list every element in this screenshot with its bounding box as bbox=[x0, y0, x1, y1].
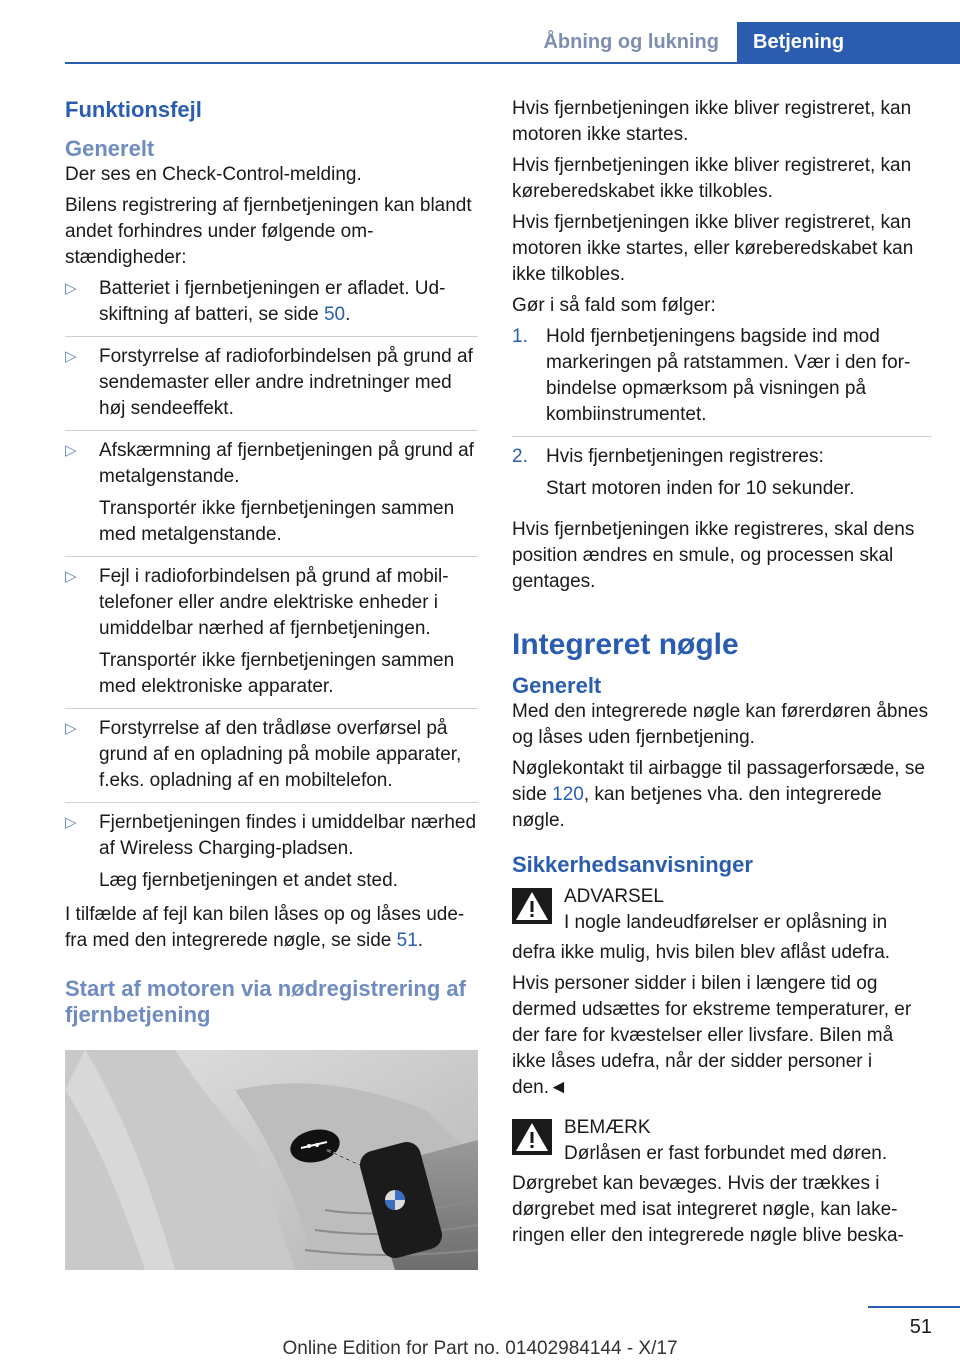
paragraph: Hvis personer sidder i bilen i længere tid og dermed udsættes for ekstreme temperaturer, er der fare for kvæstelser eller livsfare. Bilen må ikke låses udefra, når der sidder personer i den.◄ bbox=[512, 973, 912, 1098]
page-link[interactable]: 120 bbox=[552, 784, 584, 805]
list-item: 2. Hvis fjernbetjeningen registreres: Start motoren inden for 10 sekunder. bbox=[512, 446, 855, 499]
paragraph: Nøglekontakt til airbagge til passagerforsæde, se side 120, kan betjenes vha. den integrerede nøgle. bbox=[512, 758, 925, 831]
paragraph: Der ses en Check-Control-melding. bbox=[65, 164, 362, 185]
footer-rule bbox=[868, 1306, 960, 1308]
section-title-integrated-key: Integreret nøgle bbox=[512, 628, 739, 661]
triangle-bullet-icon: ▷ bbox=[65, 348, 77, 365]
notice-block bbox=[512, 1115, 932, 1167]
list-item: ▷ Fejl i radioforbindelsen på grund af mobiltelefoner eller andre elektriske enheder i umiddelbar nærhed af fjernbetjeningen. Transportér ikke fjernbetjeningen sammen med elektroniske apparater. bbox=[65, 564, 478, 709]
paragraph: Hvis fjernbetjeningen ikke bliver registreret, kan motoren ikke startes, eller køreberedskabet kan ikke tilkobles. bbox=[512, 212, 914, 285]
list-item: 1. Hold fjernbetjeningens bagside ind mod markeringen på ratstammen. Vær i den forbindelse opmærksom på visningen på kombiinstrumentet. bbox=[512, 324, 932, 437]
header-rule bbox=[65, 62, 960, 64]
subheading-general: Generelt bbox=[65, 136, 155, 161]
notice-title: BEMÆRK bbox=[564, 1117, 651, 1138]
steering-column-photo bbox=[65, 1050, 478, 1270]
page-number: 51 bbox=[909, 1316, 932, 1338]
paragraph: Bilens registrering af fjernbetjeningen kan blandt andet forhindres under følgende omstændigheder: bbox=[65, 195, 472, 268]
paragraph: Hvis fjernbetjeningen ikke bliver registreret, kan motoren ikke startes. bbox=[512, 98, 912, 145]
warning-block bbox=[512, 884, 932, 936]
warning-triangle-icon bbox=[512, 1119, 552, 1155]
header-chapter: Betjening bbox=[737, 22, 960, 62]
warning-text: defra ikke mulig, hvis bilen blev aflåst udefra. bbox=[512, 942, 891, 963]
list-item: ▷ Batteriet i fjernbetjeningen er afladet. Udskiftning af batteri, se side 50. bbox=[65, 276, 478, 337]
warning-triangle-icon bbox=[512, 888, 552, 924]
footer-edition: Online Edition for Part no. 01402984144 - X/17 bbox=[282, 1338, 678, 1359]
bullet-list bbox=[65, 276, 478, 902]
numbered-list bbox=[512, 324, 932, 510]
subheading-general: Generelt bbox=[512, 673, 602, 698]
paragraph: Gør i så fald som følger: bbox=[512, 295, 716, 316]
triangle-bullet-icon: ▷ bbox=[65, 568, 77, 585]
triangle-bullet-icon: ▷ bbox=[65, 720, 77, 737]
notice-text: Dørgrebet kan bevæges. Hvis der trækkes i dørgrebet med isat integreret nøgle, kan lakeringen eller den integrerede nøgle blive beska- bbox=[512, 1173, 904, 1246]
warning-text: I nogle landeudførelser er oplåsning in bbox=[564, 912, 888, 933]
notice-text: Dørlåsen er fast forbundet med døren. bbox=[564, 1143, 888, 1164]
list-item: ▷ Forstyrrelse af radioforbindelsen på grund af sendemaster eller andre indretninger med høj sendeeffekt. bbox=[65, 344, 478, 431]
warning-title: ADVARSEL bbox=[564, 886, 664, 907]
paragraph: Med den integrerede nøgle kan førerdøren åbnes og låses uden fjernbetjening. bbox=[512, 701, 929, 748]
right-column bbox=[512, 96, 932, 1254]
paragraph: Hvis fjernbetjeningen ikke bliver registreret, kan køreberedskabet ikke tilkobles. bbox=[512, 155, 912, 202]
page-link[interactable]: 50 bbox=[323, 304, 346, 325]
triangle-bullet-icon: ▷ bbox=[65, 442, 77, 459]
left-column bbox=[65, 96, 478, 1270]
subheading-emergency-start: Start af motoren via nødregistrering af fjernbetjening bbox=[65, 976, 466, 1027]
list-item: ▷ Fjernbetjeningen findes i umiddelbar nærhed af Wireless Charging-pladsen. Læg fjernbetjeningen et andet sted. bbox=[65, 812, 477, 891]
section-title: Funktionsfejl bbox=[65, 97, 202, 122]
header-section: Åbning og lukning bbox=[543, 31, 719, 53]
triangle-bullet-icon: ▷ bbox=[65, 814, 77, 831]
steering-column-illustration bbox=[65, 1050, 478, 1270]
paragraph: I tilfælde af fejl kan bilen låses op og låses udefra med den integrerede nøgle, se side 51. bbox=[65, 904, 465, 951]
subheading-safety: Sikkerhedsanvisninger bbox=[512, 852, 753, 877]
list-item: ▷ Forstyrrelse af den trådløse overførsel på grund af en opladning på mobile apparater, f.eks. opladning af en mobiltelefon. bbox=[65, 716, 478, 803]
list-item: ▷ Afskærmning af fjernbetjeningen på grund af metalgenstande. Transportér ikke fjernbetjeningen sammen med metalgenstande. bbox=[65, 438, 478, 557]
triangle-bullet-icon: ▷ bbox=[65, 280, 77, 297]
paragraph: Hvis fjernbetjeningen ikke registreres, skal dens position ændres en smule, og processen skal gentages. bbox=[512, 519, 915, 592]
page-link[interactable]: 51 bbox=[396, 930, 418, 951]
